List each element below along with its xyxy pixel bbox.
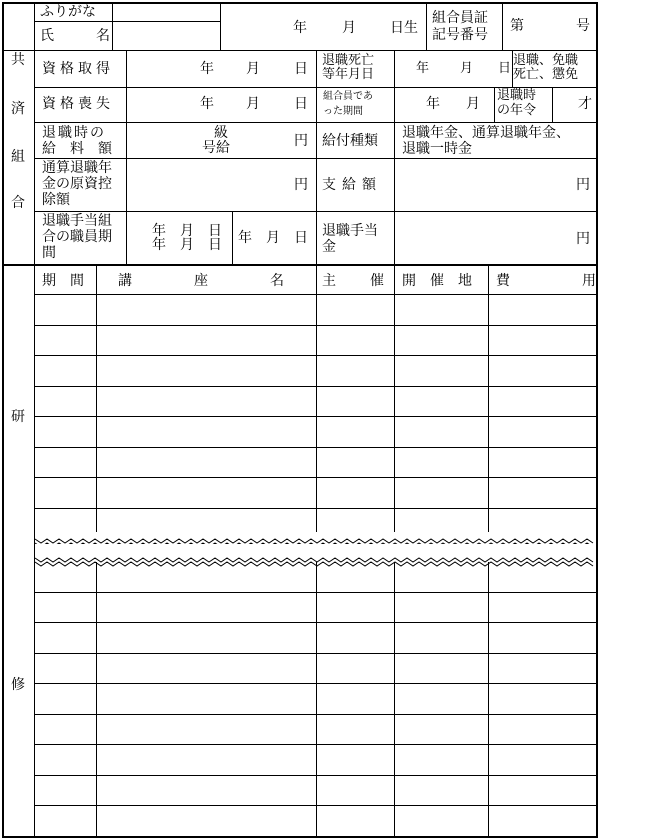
kyosai-vline-nenrei: [494, 87, 495, 122]
kyosai-row-line-2: [34, 122, 596, 123]
tsusan-label: 除額: [42, 192, 70, 208]
kyosai-vline-label: [126, 50, 127, 264]
kyufu-value: 退職年金、通算退職年金、: [402, 125, 570, 141]
kenshu-header-bottom: [34, 294, 596, 295]
kenshu-row-line: [34, 416, 596, 417]
kyosai-side-divider: [34, 2, 35, 264]
go-label: 号: [576, 18, 590, 34]
teate-date2: 年 月 日: [238, 230, 308, 246]
kumiai-kikan-label: 組合員であ: [323, 91, 373, 102]
shibo-day: 日: [498, 61, 512, 76]
shibo-year: 年: [416, 61, 430, 76]
kyosai-side-label: 組: [11, 149, 25, 165]
kyosai-bottom-line: [2, 264, 598, 266]
teate-date: 年 月 日: [152, 223, 222, 239]
kenshu-row-line: [34, 386, 596, 387]
kyosai-vline-mid2: [394, 50, 395, 158]
soshitsu-day: 日: [294, 96, 308, 112]
kyosai-side-label: 合: [11, 195, 25, 211]
kenshu-side-label: 研: [11, 409, 25, 425]
col-hiyo: 費用: [496, 273, 668, 289]
teatekin-label: 金: [322, 239, 336, 255]
kenshu-row-line: [34, 744, 596, 745]
header-bottom-line: [2, 50, 598, 51]
kenshu-row-line: [34, 447, 596, 448]
member-cert-label: 記号番号: [432, 27, 488, 43]
member-cert-label: 組合員証: [432, 10, 488, 26]
shikaku-shutoku-label: 資格取得: [42, 61, 114, 77]
teate-label: 合の職員期: [42, 229, 112, 245]
kyosai-row-line-3: [34, 158, 596, 159]
dai-label: 第: [510, 18, 524, 34]
soshitsu-year: 年: [200, 96, 214, 112]
kenshu-row-line: [34, 714, 596, 715]
header-vline-4: [502, 2, 503, 50]
kyosai-vline-mid: [316, 50, 317, 264]
kenshu-row-line: [34, 477, 596, 478]
col-kaisaichi: 開催地: [402, 273, 486, 289]
kyuryo-yen: 円: [294, 133, 308, 149]
shutoku-month: 月: [246, 61, 260, 77]
taishoku-shibo-label: 退職死亡: [322, 53, 375, 68]
kyufu-value: 退職一時金: [402, 141, 472, 157]
tsusan-label: 通算退職年: [42, 160, 112, 176]
kenshu-row-line: [34, 355, 596, 356]
gokyu-label: 号給: [202, 140, 230, 156]
kenshu-row-line: [34, 508, 596, 509]
teatekin-yen: 円: [576, 231, 590, 247]
birth-day: 日生: [390, 20, 418, 36]
kyosai-vline-shikyu: [394, 158, 395, 264]
shikyugaku-yen: 円: [576, 177, 590, 193]
shutoku-year: 年: [200, 61, 214, 77]
nenrei-label: の年令: [497, 103, 537, 118]
outer-border-bottom: [2, 836, 598, 838]
menshoku-label: 退職、免職: [513, 53, 579, 68]
kenshu-row-line: [34, 775, 596, 776]
tsusan-label: 金の原資控: [42, 176, 112, 192]
teate-date: 年 月 日: [152, 237, 222, 253]
birth-year: 年: [293, 20, 307, 36]
shibo-month: 月: [460, 61, 474, 76]
kenshu-row-line: [34, 653, 596, 654]
col-shusai: 主催: [322, 273, 418, 289]
kyufu-shurui-label: 給付種類: [322, 133, 378, 149]
shikyugaku-label: 支給額: [322, 177, 382, 193]
col-koza: 講座名: [118, 273, 346, 289]
name-label: 氏 名: [40, 28, 124, 44]
header-vline-2: [220, 2, 221, 50]
kenshu-row-line: [34, 683, 596, 684]
menshoku-label: 死亡、懲免: [513, 67, 579, 82]
header-vline-3: [426, 2, 427, 50]
kenshu-row-line: [34, 325, 596, 326]
birth-month: 月: [342, 20, 356, 36]
kyosai-vline-teate: [232, 211, 233, 264]
shikaku-soshitsu-label: 資格喪失: [42, 96, 114, 112]
soshitsu-month: 月: [246, 96, 260, 112]
tsusan-yen: 円: [294, 177, 308, 193]
outer-border-right: [596, 2, 598, 838]
kumiai-kikan-label: った期間: [323, 106, 363, 117]
shutoku-day: 日: [294, 61, 308, 77]
kyuryogaku-label: 給料額: [42, 141, 126, 157]
col-kikan: 期間: [42, 273, 98, 289]
nenrei-label: 退職時: [497, 88, 537, 103]
kikan-year: 年: [426, 96, 440, 112]
kyosai-vline-nenrei2: [552, 87, 553, 122]
kikan-month: 月: [466, 96, 480, 112]
kyuryogaku-label: 退職時の: [42, 125, 106, 141]
taishoku-shibo-label: 等年月日: [322, 67, 375, 82]
kyosai-side-label: 済: [11, 101, 25, 117]
kenshu-row-line: [34, 622, 596, 623]
teate-label: 間: [42, 245, 56, 261]
header-hline-furigana2: [34, 21, 112, 22]
kenshu-side-label: 修: [11, 677, 25, 693]
teate-label: 退職手当組: [42, 213, 112, 229]
kyu-label: 級: [214, 125, 228, 141]
kenshu-row-line: [34, 592, 596, 593]
kyosai-row-line-4: [34, 211, 596, 212]
sai-label: 才: [578, 96, 592, 112]
teatekin-label: 退職手当: [322, 223, 378, 239]
furigana-label: ふりがな: [40, 4, 96, 20]
outer-border-left: [2, 2, 4, 838]
break-wave-lower: [0, 540, 600, 576]
kyosai-side-label: 共: [11, 52, 25, 68]
kenshu-row-line: [34, 805, 596, 806]
